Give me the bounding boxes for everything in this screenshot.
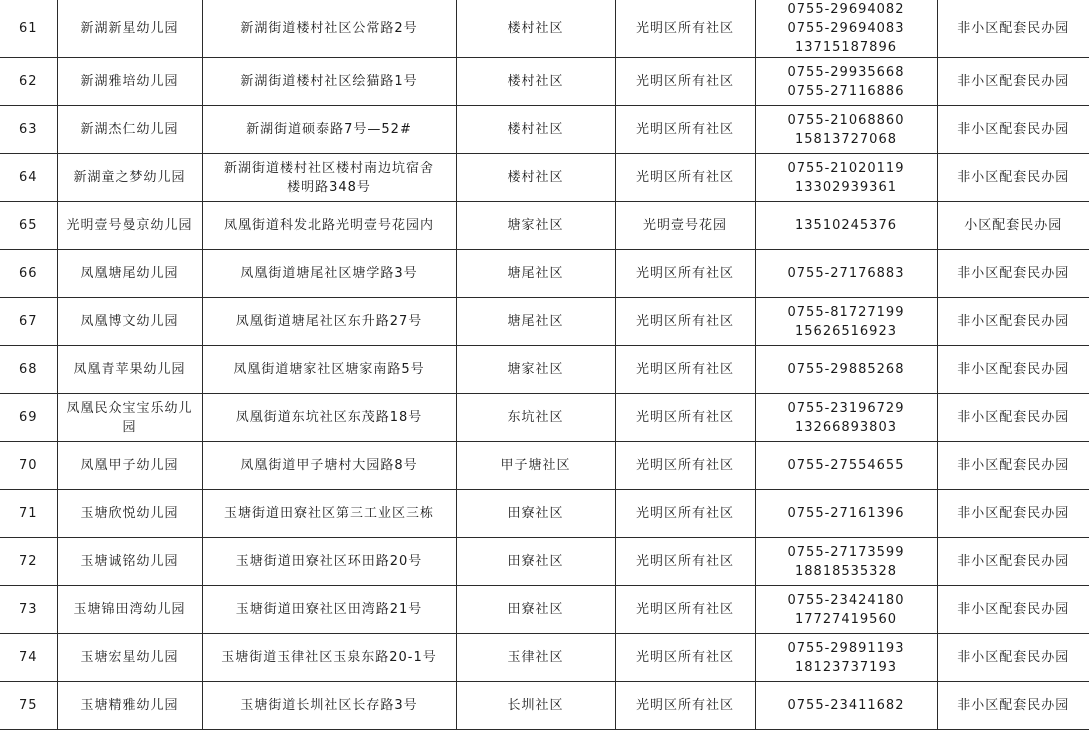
community-cell: 东坑社区 — [456, 394, 615, 442]
phone-number: 0755-27554655 — [787, 458, 905, 473]
table-row — [0, 394, 1089, 442]
address-cell — [202, 538, 456, 586]
row-number-cell: 62 — [0, 58, 57, 106]
row-number-cell: 70 — [0, 442, 57, 490]
address-line: 凤凰街道东坑社区东茂路18号 — [235, 410, 423, 425]
phone-cell — [755, 298, 937, 346]
phone-number: 0755-23411682 — [787, 698, 905, 713]
community-cell: 田寮社区 — [456, 586, 615, 634]
table-row — [0, 202, 1089, 250]
community-cell: 楼村社区 — [456, 106, 615, 154]
phone-number: 0755-23424180 — [787, 592, 905, 608]
phone-number: 13510245376 — [795, 218, 897, 233]
phone-cell — [755, 490, 937, 538]
address-cell — [202, 682, 456, 730]
phone-number: 13266893803 — [795, 419, 897, 435]
phone-number: 0755-81727199 — [787, 304, 905, 320]
row-number-cell: 74 — [0, 634, 57, 682]
phone-number: 0755-29891193 — [787, 640, 905, 656]
row-number-cell: 68 — [0, 346, 57, 394]
address-cell — [202, 106, 456, 154]
phone-number: 13302939361 — [795, 179, 897, 195]
table-row — [0, 586, 1089, 634]
service-area-cell: 光明区所有社区 — [615, 106, 755, 154]
address-line: 凤凰街道科发北路光明壹号花园内 — [223, 218, 434, 233]
table-row — [0, 250, 1089, 298]
kindergarten-type-cell: 非小区配套民办园 — [937, 490, 1089, 538]
community-cell: 长圳社区 — [456, 682, 615, 730]
row-number-cell: 72 — [0, 538, 57, 586]
kindergarten-type-cell: 非小区配套民办园 — [937, 442, 1089, 490]
kindergarten-type-cell: 非小区配套民办园 — [937, 154, 1089, 202]
phone-number: 0755-29885268 — [787, 362, 905, 377]
table-row — [0, 442, 1089, 490]
phone-cell — [755, 202, 937, 250]
row-number-cell: 71 — [0, 490, 57, 538]
row-number-cell: 73 — [0, 586, 57, 634]
kindergarten-name-cell: 凤凰青苹果幼儿园 — [57, 346, 202, 394]
table-row — [0, 298, 1089, 346]
kindergarten-name-cell: 凤凰博文幼儿园 — [57, 298, 202, 346]
service-area-cell: 光明区所有社区 — [615, 58, 755, 106]
phone-cell — [755, 0, 937, 58]
service-area-cell: 光明区所有社区 — [615, 394, 755, 442]
row-number-cell: 65 — [0, 202, 57, 250]
address-line: 玉塘街道田寮社区第三工业区三栋 — [223, 506, 434, 521]
community-cell: 楼村社区 — [456, 154, 615, 202]
phone-number: 0755-29694083 — [787, 21, 905, 36]
phone-cell — [755, 154, 937, 202]
community-cell: 玉律社区 — [456, 634, 615, 682]
kindergarten-name-cell: 玉塘宏星幼儿园 — [57, 634, 202, 682]
row-number-cell: 75 — [0, 682, 57, 730]
address-line: 新湖街道楼村社区公常路2号 — [240, 21, 418, 36]
address-line: 新湖街道硕泰路7号—52# — [246, 122, 412, 137]
address-cell — [202, 346, 456, 394]
phone-cell — [755, 586, 937, 634]
phone-number: 17727419560 — [795, 611, 897, 627]
kindergarten-type-cell: 非小区配套民办园 — [937, 394, 1089, 442]
service-area-cell: 光明区所有社区 — [615, 250, 755, 298]
kindergarten-type-cell: 非小区配套民办园 — [937, 586, 1089, 634]
address-cell — [202, 442, 456, 490]
row-number-cell: 67 — [0, 298, 57, 346]
phone-cell — [755, 634, 937, 682]
phone-number: 0755-21068860 — [787, 112, 905, 128]
phone-number: 0755-27173599 — [787, 544, 905, 560]
phone-cell — [755, 442, 937, 490]
community-cell: 楼村社区 — [456, 0, 615, 58]
kindergarten-type-cell: 非小区配套民办园 — [937, 538, 1089, 586]
phone-number: 0755-27176883 — [787, 266, 905, 281]
address-line: 玉塘街道长圳社区长存路3号 — [240, 698, 418, 713]
address-line: 玉塘街道玉律社区玉泉东路20-1号 — [221, 650, 437, 665]
kindergarten-type-cell: 非小区配套民办园 — [937, 106, 1089, 154]
table-row — [0, 0, 1089, 58]
address-cell — [202, 298, 456, 346]
community-cell: 塘尾社区 — [456, 250, 615, 298]
address-line: 凤凰街道塘尾社区东升路27号 — [235, 314, 423, 329]
kindergarten-name-cell: 新湖童之梦幼儿园 — [57, 154, 202, 202]
phone-number: 0755-27116886 — [787, 83, 905, 99]
phone-cell — [755, 394, 937, 442]
address-cell — [202, 586, 456, 634]
address-line: 凤凰街道塘尾社区塘学路3号 — [240, 266, 418, 281]
address-cell — [202, 0, 456, 58]
service-area-cell: 光明壹号花园 — [615, 202, 755, 250]
address-cell — [202, 250, 456, 298]
address-cell — [202, 394, 456, 442]
kindergarten-type-cell: 小区配套民办园 — [937, 202, 1089, 250]
table-row — [0, 490, 1089, 538]
service-area-cell: 光明区所有社区 — [615, 154, 755, 202]
table-row — [0, 682, 1089, 730]
kindergarten-name-cell: 光明壹号曼京幼儿园 — [57, 202, 202, 250]
phone-number: 0755-21020119 — [787, 160, 905, 176]
address-line: 玉塘街道田寮社区环田路20号 — [235, 554, 423, 569]
service-area-cell: 光明区所有社区 — [615, 634, 755, 682]
phone-number: 15626516923 — [795, 323, 897, 339]
address-cell — [202, 490, 456, 538]
phone-number: 13715187896 — [795, 40, 897, 55]
table-row — [0, 634, 1089, 682]
table-row — [0, 538, 1089, 586]
service-area-cell: 光明区所有社区 — [615, 490, 755, 538]
address-line: 玉塘街道田寮社区田湾路21号 — [235, 602, 423, 617]
phone-cell — [755, 538, 937, 586]
service-area-cell: 光明区所有社区 — [615, 442, 755, 490]
phone-cell — [755, 682, 937, 730]
kindergarten-type-cell: 非小区配套民办园 — [937, 58, 1089, 106]
address-cell — [202, 154, 456, 202]
row-number-cell: 69 — [0, 394, 57, 442]
community-cell: 甲子塘社区 — [456, 442, 615, 490]
kindergarten-type-cell: 非小区配套民办园 — [937, 346, 1089, 394]
phone-number: 15813727068 — [795, 131, 897, 147]
phone-number: 0755-27161396 — [787, 506, 905, 521]
table-row — [0, 58, 1089, 106]
row-number-cell: 66 — [0, 250, 57, 298]
kindergarten-type-cell: 非小区配套民办园 — [937, 250, 1089, 298]
address-line: 凤凰街道塘家社区塘家南路5号 — [233, 362, 425, 377]
table-row — [0, 346, 1089, 394]
address-line: 新湖街道楼村社区绘猫路1号 — [240, 74, 418, 89]
address-cell — [202, 634, 456, 682]
row-number-cell: 61 — [0, 0, 57, 58]
kindergarten-name-cell: 玉塘锦田湾幼儿园 — [57, 586, 202, 634]
service-area-cell: 光明区所有社区 — [615, 0, 755, 58]
service-area-cell: 光明区所有社区 — [615, 586, 755, 634]
address-line: 楼明路348号 — [287, 179, 371, 195]
phone-number: 0755-29935668 — [787, 64, 905, 80]
kindergarten-type-cell: 非小区配套民办园 — [937, 0, 1089, 58]
phone-cell — [755, 58, 937, 106]
community-cell: 楼村社区 — [456, 58, 615, 106]
address-line: 凤凰街道甲子塘村大园路8号 — [240, 458, 418, 473]
phone-cell — [755, 250, 937, 298]
kindergarten-name-cell: 凤凰民众宝宝乐幼儿园 — [57, 394, 202, 442]
service-area-cell: 光明区所有社区 — [615, 298, 755, 346]
kindergarten-type-cell: 非小区配套民办园 — [937, 634, 1089, 682]
community-cell: 塘家社区 — [456, 202, 615, 250]
row-number-cell: 63 — [0, 106, 57, 154]
service-area-cell: 光明区所有社区 — [615, 538, 755, 586]
table-row — [0, 154, 1089, 202]
kindergarten-name-cell: 玉塘诚铭幼儿园 — [57, 538, 202, 586]
address-cell — [202, 202, 456, 250]
service-area-cell: 光明区所有社区 — [615, 682, 755, 730]
community-cell: 塘家社区 — [456, 346, 615, 394]
table-row — [0, 106, 1089, 154]
phone-number: 0755-29694082 — [787, 2, 905, 17]
community-cell: 塘尾社区 — [456, 298, 615, 346]
community-cell: 田寮社区 — [456, 538, 615, 586]
phone-number: 18123737193 — [795, 659, 897, 675]
community-cell: 田寮社区 — [456, 490, 615, 538]
kindergarten-name-cell: 新湖雅培幼儿园 — [57, 58, 202, 106]
kindergarten-name-cell: 新湖杰仁幼儿园 — [57, 106, 202, 154]
kindergarten-name-cell: 凤凰塘尾幼儿园 — [57, 250, 202, 298]
kindergarten-type-cell: 非小区配套民办园 — [937, 682, 1089, 730]
kindergarten-name-cell: 新湖新星幼儿园 — [57, 0, 202, 58]
kindergarten-name-cell: 凤凰甲子幼儿园 — [57, 442, 202, 490]
kindergarten-name-cell: 玉塘欣悦幼儿园 — [57, 490, 202, 538]
address-line: 新湖街道楼村社区楼村南边坑宿舍 — [223, 160, 434, 176]
kindergarten-type-cell: 非小区配套民办园 — [937, 298, 1089, 346]
address-cell — [202, 58, 456, 106]
phone-cell — [755, 346, 937, 394]
phone-number: 18818535328 — [795, 563, 897, 579]
phone-cell — [755, 106, 937, 154]
row-number-cell: 64 — [0, 154, 57, 202]
phone-number: 0755-23196729 — [787, 400, 905, 416]
service-area-cell: 光明区所有社区 — [615, 346, 755, 394]
kindergarten-name-cell: 玉塘精雅幼儿园 — [57, 682, 202, 730]
